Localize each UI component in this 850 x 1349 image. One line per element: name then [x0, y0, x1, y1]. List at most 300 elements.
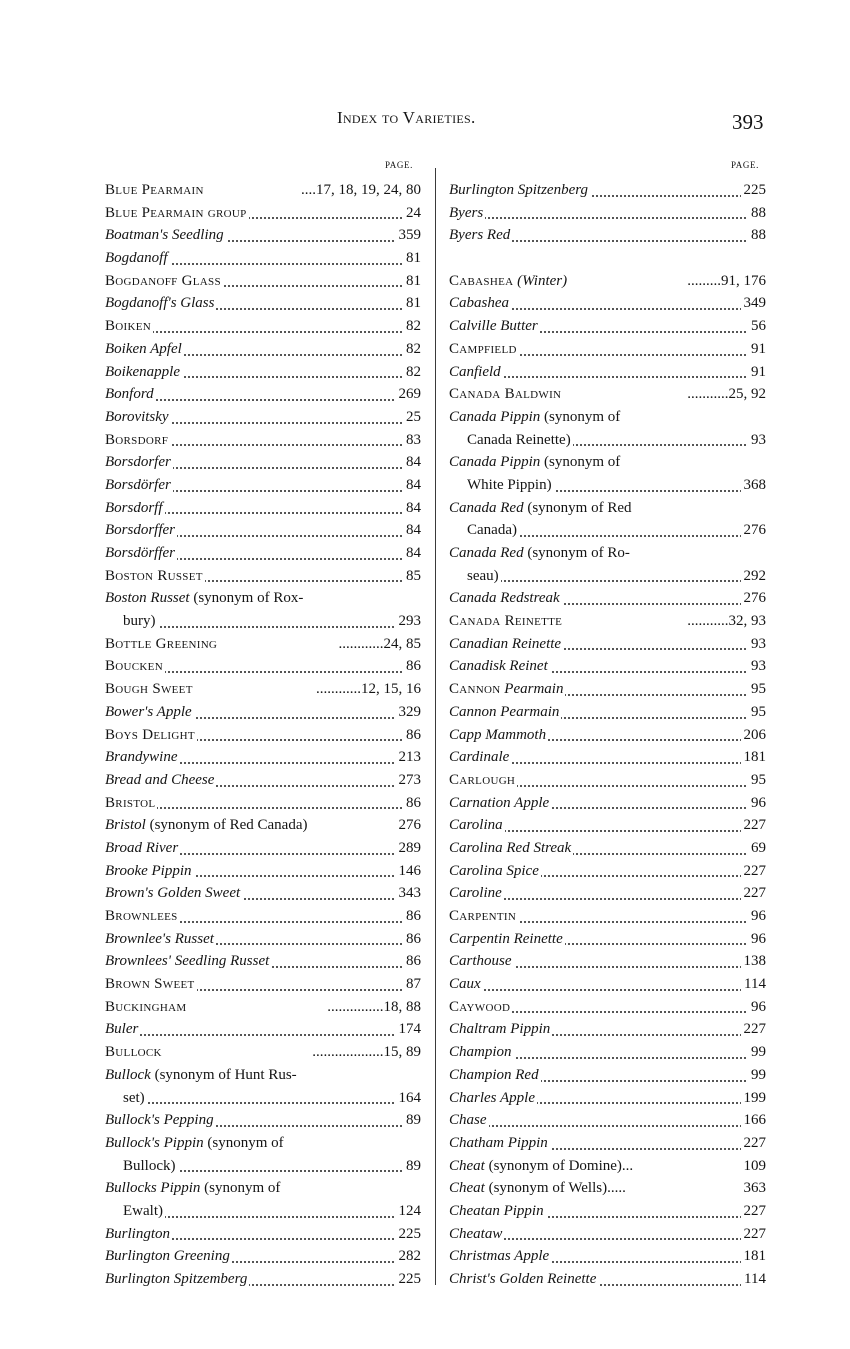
variety-name: Bullocks Pippin — [105, 1180, 201, 1197]
variety-name: White Pippin) — [467, 476, 552, 493]
page-reference: 206 — [741, 724, 767, 747]
entry-name — [105, 1248, 232, 1264]
page-reference: 109 — [741, 1155, 767, 1178]
index-entry — [105, 292, 421, 315]
entry-name — [449, 908, 518, 924]
page-reference: 289 — [396, 837, 422, 860]
entry-name — [449, 1067, 541, 1083]
variety-name: Canada Reinette — [449, 613, 563, 630]
page-reference: 273 — [396, 769, 422, 792]
page-reference: 227 — [741, 1018, 767, 1041]
page-reference: 91 — [748, 338, 766, 361]
variety-name: Cheatan Pippin — [449, 1202, 544, 1219]
variety-name: Canadian Reinette — [449, 635, 562, 652]
index-entry — [105, 950, 421, 973]
index-entry — [449, 1245, 766, 1268]
index-entry — [449, 202, 766, 225]
entry-name — [449, 1248, 551, 1264]
variety-name: Burlington — [105, 1225, 171, 1242]
index-entry — [449, 474, 766, 497]
index-entry — [449, 383, 766, 406]
variety-name: Burlington Spitzenberg — [449, 182, 589, 198]
variety-name: Brooke Pippin — [105, 862, 192, 879]
page-reference: 93 — [748, 633, 766, 656]
entry-name — [449, 1203, 546, 1219]
dot-leader — [105, 1033, 421, 1036]
entry-name — [449, 636, 563, 652]
variety-name: Cabashea — [449, 295, 509, 312]
entry-name — [105, 250, 170, 266]
entry-name — [105, 1067, 299, 1083]
variety-name: Broad River — [105, 839, 179, 856]
index-entry — [449, 406, 766, 429]
variety-name: Charles Apple — [449, 1089, 535, 1106]
page-reference: 227 — [741, 1200, 767, 1223]
page-reference: 85 — [403, 565, 421, 588]
index-entry — [105, 701, 421, 724]
dot-leader — [449, 988, 766, 991]
variety-name: Carthouse — [449, 953, 512, 970]
synonym-note: (synonym of Domine)... — [484, 1157, 634, 1174]
index-entry — [105, 1223, 421, 1246]
page-reference: 86 — [403, 928, 421, 951]
index-entry — [105, 1200, 421, 1223]
entry-name — [449, 590, 562, 606]
page-reference: 84 — [403, 451, 421, 474]
index-entry — [105, 1132, 421, 1155]
index-entry — [449, 1223, 766, 1246]
index-entry — [449, 292, 766, 315]
entry-name — [105, 1090, 147, 1106]
index-entry — [105, 1177, 421, 1200]
index-entry — [105, 928, 421, 951]
variety-name: Champion — [449, 1044, 512, 1061]
index-entry — [105, 406, 421, 429]
entry-name — [105, 976, 197, 992]
variety-name: Buckingham — [105, 998, 187, 1015]
page-number: 393 — [732, 110, 764, 134]
entry-name — [105, 477, 173, 493]
variety-name: Boys Delight — [105, 726, 195, 743]
entry-name — [105, 1044, 164, 1060]
variety-name: Bower's Apple — [105, 703, 192, 720]
index-entry — [449, 1268, 766, 1291]
page-reference: 227 — [741, 1132, 767, 1155]
index-entry — [449, 315, 766, 338]
entry-name — [105, 364, 182, 380]
entry-name — [105, 432, 170, 448]
index-entry — [105, 179, 421, 202]
page-reference: 82 — [403, 315, 421, 338]
variety-name: Cheat — [449, 1180, 485, 1197]
variety-name: Boikenapple — [105, 363, 180, 380]
page-reference: 81 — [403, 247, 421, 270]
entry-name — [449, 681, 565, 697]
page-reference: ...........32, 93 — [684, 610, 766, 633]
variety-name: Bogdanoff — [105, 250, 168, 267]
entry-name — [449, 386, 563, 402]
index-entry — [449, 1200, 766, 1223]
synonym-note: (synonym of Red — [523, 499, 632, 516]
page-reference: 88 — [748, 202, 766, 225]
variety-name: bury) — [123, 613, 156, 630]
index-entry — [105, 270, 421, 293]
entry-name — [449, 522, 519, 538]
entry-name — [105, 727, 197, 743]
page-reference: 349 — [741, 292, 767, 315]
page-reference: 96 — [748, 928, 766, 951]
page-reference: 93 — [748, 655, 766, 678]
index-entry — [105, 315, 421, 338]
variety-name: Bullock's Pippin — [105, 1134, 204, 1151]
variety-name: Canadisk Reinet — [449, 658, 548, 675]
index-entry — [105, 724, 421, 747]
page-reference: 84 — [403, 474, 421, 497]
index-entry — [449, 1109, 766, 1132]
page-reference: 343 — [396, 882, 422, 905]
entry-name — [449, 545, 632, 561]
index-entry — [105, 429, 421, 452]
entry-name — [105, 341, 184, 357]
page-reference: 114 — [741, 1268, 766, 1291]
index-entry — [105, 565, 421, 588]
variety-name: Campfield — [449, 340, 517, 357]
index-entry — [449, 610, 766, 633]
entry-name — [449, 1180, 628, 1196]
page-reference: ....17, 18, 19, 24, 80 — [298, 179, 421, 202]
entry-name — [105, 522, 177, 538]
index-entry — [449, 451, 766, 474]
page-reference: 56 — [748, 315, 766, 338]
entry-name — [105, 295, 216, 311]
entry-name — [449, 182, 590, 198]
index-entry — [449, 1041, 766, 1064]
variety-name: Borsdorf — [105, 431, 169, 448]
entry-name — [105, 658, 165, 674]
index-entry — [105, 224, 421, 247]
index-entry — [449, 701, 766, 724]
variety-name: Christ's Golden Reinette — [449, 1271, 597, 1287]
index-entry — [449, 837, 766, 860]
entry-name — [105, 500, 165, 516]
index-entry — [449, 905, 766, 928]
index-entry — [105, 247, 421, 270]
entry-name — [449, 295, 511, 311]
variety-name: Canada Red — [449, 545, 524, 561]
page-reference: 114 — [741, 973, 766, 996]
entry-name — [449, 727, 548, 743]
variety-name: Bogdanoff's Glass — [105, 295, 215, 312]
index-entry — [449, 1087, 766, 1110]
page-reference: 88 — [748, 224, 766, 247]
page-reference: 174 — [396, 1018, 422, 1041]
index-entry — [105, 497, 421, 520]
synonym-note: (synonym of Hunt Rus- — [150, 1066, 297, 1083]
variety-name: Blue Pearmain — [105, 182, 204, 198]
page-reference: ............24, 85 — [336, 633, 422, 656]
index-entry — [105, 633, 421, 656]
variety-name: Borsdorfer — [105, 454, 171, 471]
page-reference: 146 — [396, 860, 422, 883]
entry-name — [105, 568, 205, 584]
variety-name: Canada Reinette) — [467, 431, 571, 448]
entry-name — [105, 1226, 172, 1242]
entry-name — [105, 1158, 178, 1174]
index-entry — [449, 996, 766, 1019]
index-entry — [105, 587, 421, 610]
page-title: Index to Varieties. — [337, 108, 476, 127]
page-reference: 83 — [403, 429, 421, 452]
entry-name — [449, 840, 573, 856]
entry-name — [449, 364, 503, 380]
index-entry — [105, 202, 421, 225]
variety-name: Carpentin — [449, 908, 517, 924]
variety-name: Borsdörfer — [105, 476, 171, 493]
variety-name: Chaltram Pippin — [449, 1021, 551, 1038]
page-reference: 166 — [741, 1109, 767, 1132]
entry-name — [105, 840, 180, 856]
variety-name: Borsdörffer — [105, 545, 176, 561]
page-reference: 84 — [403, 542, 421, 565]
entry-name — [105, 1135, 286, 1151]
page-reference: 227 — [741, 814, 767, 837]
index-entry — [449, 542, 766, 565]
index-entry — [449, 1064, 766, 1087]
synonym-note: (synonym of — [200, 1180, 281, 1197]
index-entry — [105, 746, 421, 769]
variety-name: Brandywine — [105, 749, 178, 766]
entry-name — [449, 999, 512, 1015]
page-reference: 293 — [396, 610, 422, 633]
index-entry — [449, 1132, 766, 1155]
variety-name: Canada Red — [449, 499, 524, 516]
page-reference: 225 — [741, 179, 767, 202]
page-reference: 96 — [748, 792, 766, 815]
page-reference: 276 — [741, 519, 767, 542]
entry-name — [449, 432, 573, 448]
running-header — [0, 108, 850, 138]
entry-name — [449, 318, 540, 334]
index-entry — [105, 860, 421, 883]
entry-name — [449, 1090, 537, 1106]
index-entry — [105, 610, 421, 633]
page-reference: 269 — [396, 383, 422, 406]
page-reference: 363 — [741, 1177, 767, 1200]
variety-name: Caux — [449, 976, 481, 993]
page-reference: 227 — [741, 860, 767, 883]
page-reference: 292 — [741, 565, 767, 588]
variety-name: Canfield — [449, 363, 501, 380]
variety-name: Caroline — [449, 885, 502, 902]
index-entry — [449, 1177, 766, 1200]
variety-name: Carlough — [449, 771, 516, 788]
entry-name — [105, 817, 309, 833]
variety-name: Borovitsky — [105, 408, 169, 425]
page-reference: 99 — [748, 1064, 766, 1087]
variety-name: Bullock — [105, 1066, 151, 1083]
page-reference: 84 — [403, 519, 421, 542]
variety-name: Boston Russet — [105, 567, 203, 584]
variety-qualifier: (Winter) — [513, 272, 568, 289]
entry-name — [105, 545, 177, 561]
variety-name: Bullock) — [123, 1157, 176, 1174]
variety-name: seau) — [467, 567, 499, 584]
variety-name: Cheat — [449, 1157, 485, 1174]
entry-name — [449, 1021, 552, 1037]
variety-name: Capp Mammoth — [449, 726, 547, 743]
index-entry — [449, 1155, 766, 1178]
page-reference: 86 — [403, 905, 421, 928]
entry-name — [449, 227, 512, 243]
variety-name: Ewalt) — [123, 1202, 163, 1219]
page-reference: 359 — [396, 224, 422, 247]
page-reference: 86 — [403, 950, 421, 973]
variety-name: Cardinale — [449, 749, 510, 766]
index-entry — [449, 224, 766, 247]
variety-name: Canada Pippin — [449, 454, 541, 471]
entry-name — [105, 681, 195, 697]
index-entry — [449, 769, 766, 792]
dot-leader — [449, 216, 766, 219]
variety-name: Bread and Cheese — [105, 771, 215, 788]
page-reference: 95 — [748, 769, 766, 792]
page-reference: 164 — [396, 1087, 422, 1110]
variety-name: Bullock's Pepping — [105, 1112, 214, 1129]
entry-name — [449, 500, 634, 516]
variety-name: Chase — [449, 1112, 487, 1129]
variety-name: Brownlees — [105, 908, 178, 924]
variety-name: Buler — [105, 1021, 139, 1038]
page-reference: 225 — [396, 1268, 422, 1291]
entry-name — [105, 885, 242, 901]
variety-name: Bristol — [105, 794, 156, 811]
page-reference: 69 — [748, 837, 766, 860]
synonym-note: (synonym of Ro- — [523, 545, 630, 561]
index-entry — [449, 655, 766, 678]
page-reference: 24 — [403, 202, 421, 225]
variety-name: Carolina — [449, 817, 503, 834]
synonym-note: (synonym of Wells)..... — [484, 1180, 626, 1197]
index-entry — [449, 179, 766, 202]
entry-name — [449, 658, 550, 674]
index-entry — [449, 882, 766, 905]
index-entry — [105, 1268, 421, 1291]
entry-name — [105, 931, 216, 947]
entry-name — [449, 568, 501, 584]
entry-name — [105, 772, 216, 788]
variety-name: Canada Baldwin — [449, 386, 562, 403]
variety-name: Cabashea — [449, 272, 514, 289]
page-reference: 138 — [741, 950, 767, 973]
entry-name — [449, 976, 483, 992]
right-index-column — [449, 179, 766, 1291]
index-entry — [105, 769, 421, 792]
column-divider — [435, 168, 436, 1285]
right-page-column-label: PAGE. — [731, 160, 759, 170]
page-reference: 95 — [748, 701, 766, 724]
index-entry — [449, 860, 766, 883]
page-reference: 82 — [403, 338, 421, 361]
index-entry — [105, 1245, 421, 1268]
index-entry — [449, 928, 766, 951]
variety-name: Boiken Apfel — [105, 340, 182, 357]
page-reference: 213 — [396, 746, 422, 769]
entry-name — [449, 704, 561, 720]
entry-name — [105, 1203, 165, 1219]
entry-name — [449, 613, 564, 629]
entry-name — [105, 409, 171, 425]
index-entry — [105, 383, 421, 406]
entry-name — [105, 182, 206, 198]
page-reference: 99 — [748, 1041, 766, 1064]
page-reference: 276 — [741, 587, 767, 610]
entry-name — [449, 1044, 514, 1060]
index-entry — [105, 1041, 421, 1064]
index-entry — [105, 474, 421, 497]
entry-name — [105, 953, 271, 969]
variety-name: Brown Sweet — [105, 976, 195, 993]
entry-name — [449, 931, 565, 947]
page-reference: 82 — [403, 361, 421, 384]
index-entry — [449, 361, 766, 384]
index-entry — [105, 792, 421, 815]
index-entry — [449, 973, 766, 996]
page-reference: 96 — [748, 905, 766, 928]
variety-name: Brown's Golden Sweet — [105, 885, 241, 902]
synonym-note: (synonym of Red Canada) — [145, 817, 308, 834]
entry-name — [105, 227, 226, 243]
page-reference: 81 — [403, 270, 421, 293]
variety-name: Boston Russet — [105, 590, 190, 607]
entry-name — [449, 1271, 598, 1287]
index-entry — [449, 587, 766, 610]
entry-name — [105, 749, 180, 765]
left-page-column-label: PAGE. — [385, 160, 413, 170]
variety-name: Calville Butter — [449, 318, 538, 335]
variety-name: Champion Red — [449, 1066, 539, 1083]
variety-name: Bonford — [105, 386, 154, 403]
entry-name — [449, 1158, 635, 1174]
entry-name — [105, 863, 194, 879]
synonym-note: (synonym of — [540, 408, 621, 425]
index-entry — [105, 1064, 421, 1087]
entry-name — [105, 1180, 282, 1196]
index-entry — [449, 724, 766, 747]
index-entry — [449, 497, 766, 520]
page-reference: 282 — [396, 1245, 422, 1268]
entry-name — [449, 749, 511, 765]
entry-name — [105, 704, 194, 720]
page-reference: 81 — [403, 292, 421, 315]
page-reference: 91 — [748, 361, 766, 384]
index-entry — [105, 996, 421, 1019]
variety-name: Bottle Greening — [105, 635, 218, 652]
page-reference: 368 — [741, 474, 767, 497]
variety-name: Burlington Spitzemberg — [105, 1271, 248, 1287]
variety-name: Canada Redstreak — [449, 590, 560, 607]
page-reference: 89 — [403, 1109, 421, 1132]
index-entry — [449, 746, 766, 769]
entry-name — [105, 908, 180, 924]
variety-name: Byers — [449, 204, 484, 221]
variety-name: Bristol — [105, 817, 146, 834]
variety-name: Borsdorff — [105, 499, 163, 516]
variety-name: Bough Sweet — [105, 681, 193, 698]
synonym-note: (synonym of Rox- — [189, 590, 304, 607]
synonym-note: (synonym of — [203, 1134, 284, 1151]
entry-name — [449, 205, 485, 221]
index-entry — [105, 1087, 421, 1110]
